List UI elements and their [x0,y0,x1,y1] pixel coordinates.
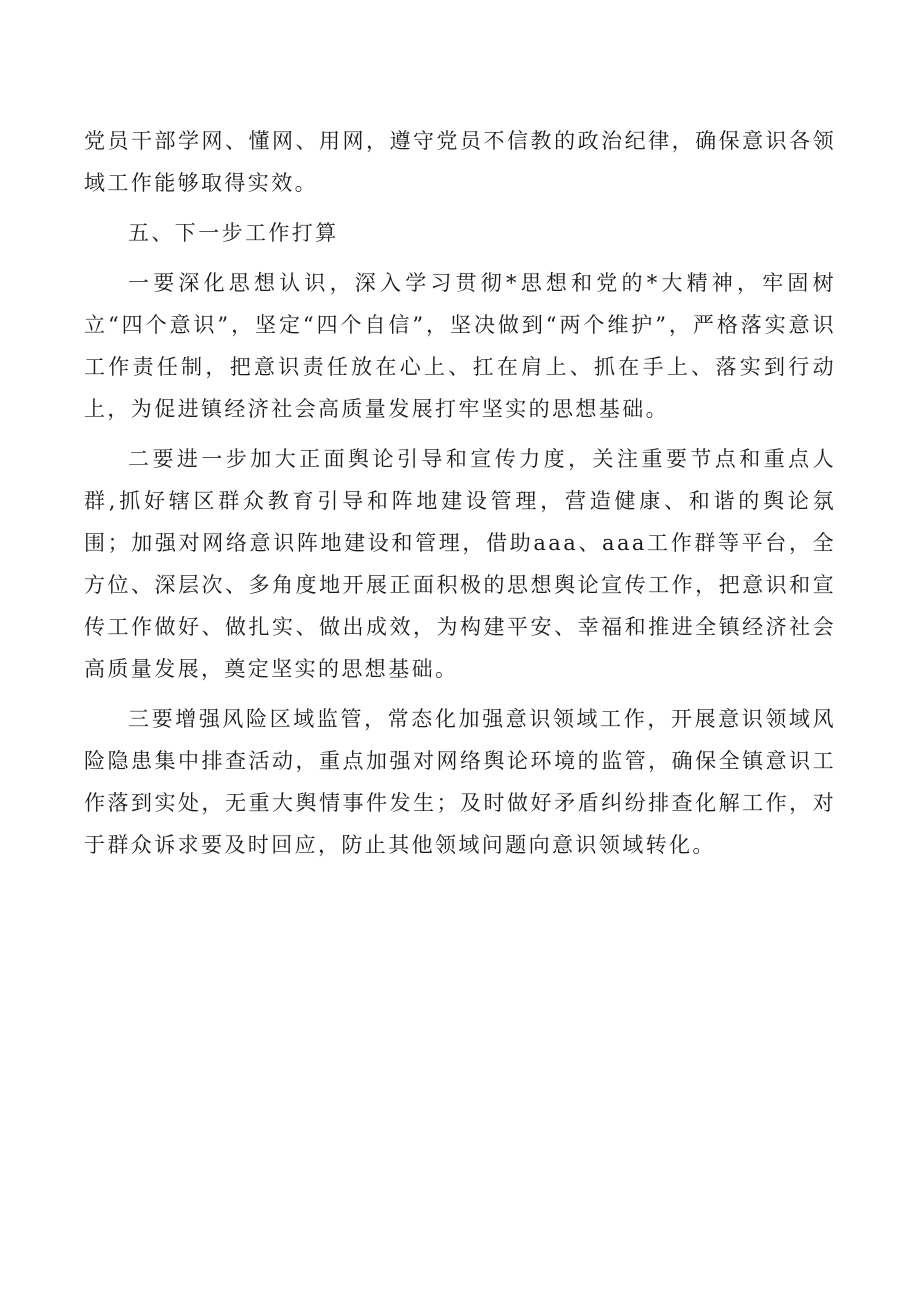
paragraph-2: 二要进一步加大正面舆论引导和宣传力度，关注重要节点和重点人群,抓好辖区群众教育引导和阵地建设管理，营造健康、和谐的舆论氛围；加强对网络意识阵地建设和管理，借助aaa、aaa工作群等平台，全方位、深层次、多角度地开展正面积极的思想舆论宣传工作，把意识和宣传工作做好、做扎实、做出成效，为构建平安、幸福和推进全镇经济社会高质量发展，奠定坚实的思想基础。 [84,447,836,681]
document-body [84,120,836,866]
section-heading: 五、下一步工作打算 [128,221,339,245]
paragraph-3: 三要增强风险区域监管，常态化加强意识领域工作，开展意识领域风险隐患集中排查活动，重点加强对网络舆论环境的监管，确保全镇意识工作落到实处，无重大舆情事件发生；及时做好矛盾纠纷排查化解工作，对于群众诉求要及时回应，防止其他领域问题向意识领域转化。 [84,707,836,857]
paragraph-continuation: 党员干部学网、懂网、用网，遵守党员不信教的政治纪律，确保意识各领域工作能够取得实效。 [84,129,836,195]
paragraph-1: 一要深化思想认识，深入学习贯彻*思想和党的*大精神，牢固树立“四个意识”，坚定“四个自信”，坚决做到“两个维护”，严格落实意识工作责任制，把意识责任放在心上、扛在肩上、抓在手上、落实到行动上，为促进镇经济社会高质量发展打牢坚实的思想基础。 [84,271,836,421]
